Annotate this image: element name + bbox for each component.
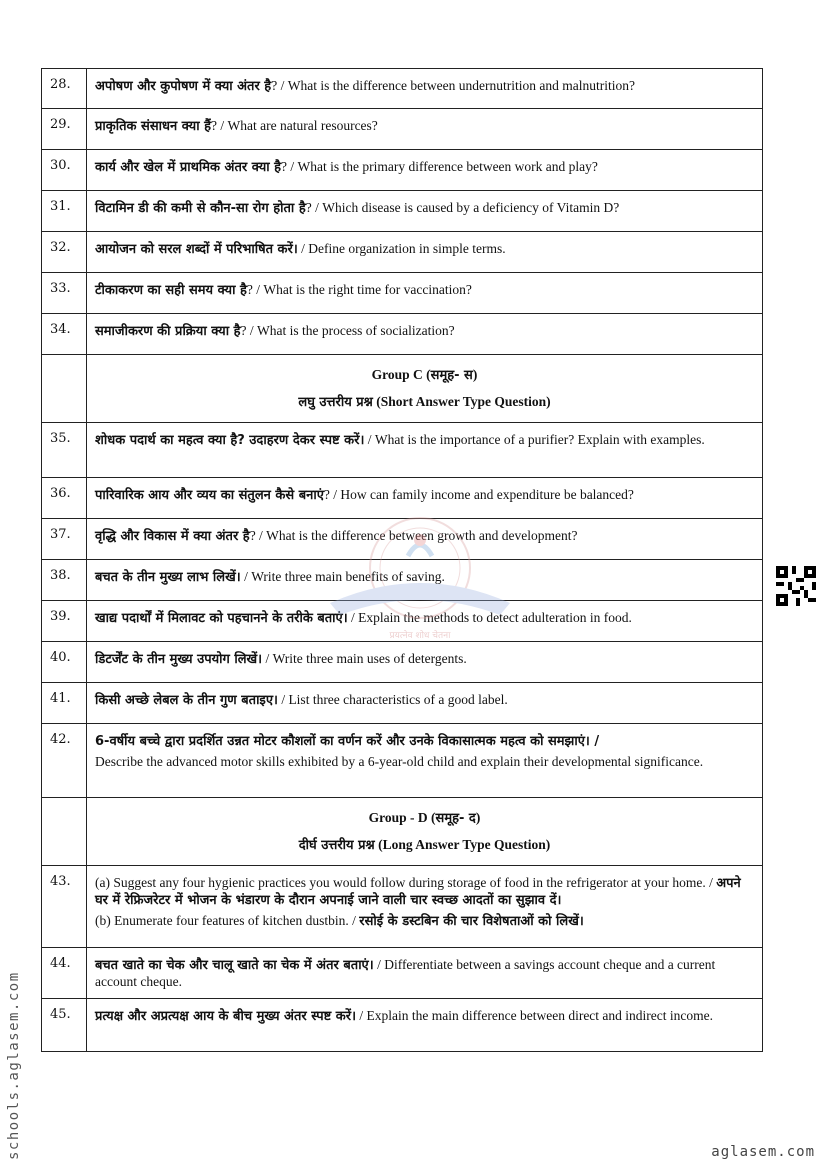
question-text-en: / What is the importance of a purifier? Explain with examples.	[364, 432, 705, 447]
question-number: 28.	[42, 69, 87, 109]
question-text-hi: किसी अच्छे लेबल के तीन गुण बताइए।	[95, 693, 278, 708]
question-number: 30.	[42, 150, 87, 191]
question-text-hi: खाद्य पदार्थों में मिलावट को पहचानने के तरीके बताएं।	[95, 611, 348, 626]
question-number: 39.	[42, 601, 87, 642]
group-title-end: )	[475, 810, 481, 825]
group-subtitle-en: (Short Answer Type Question)	[372, 394, 551, 409]
question-text-hi: पारिवारिक आय और व्यय का संतुलन कैसे बनाएं	[95, 488, 324, 503]
question-row	[42, 999, 763, 1052]
question-number: 40.	[42, 642, 87, 683]
question-text-en: ? / What are natural resources?	[211, 118, 378, 133]
part-a-en: (a) Suggest any four hygienic practices you would follow during storage of food in the refrigerator at your home. /	[95, 875, 717, 890]
group-subtitle-hi: दीर्घ उत्तरीय प्रश्न	[298, 838, 375, 853]
question-part-b	[95, 913, 754, 930]
question-number: 43.	[42, 866, 87, 948]
qr-code	[776, 566, 816, 606]
part-b-en: (b) Enumerate four features of kitchen dustbin. /	[95, 913, 360, 928]
side-watermark: schools.aglasem.com	[6, 971, 22, 1160]
group-title-end: )	[472, 367, 478, 382]
question-number: 29.	[42, 109, 87, 150]
question-number: 31.	[42, 191, 87, 232]
question-row	[42, 150, 763, 191]
question-row	[42, 724, 763, 798]
group-title-en: Group C (	[371, 367, 431, 382]
question-row	[42, 683, 763, 724]
group-title-en: Group - D (	[368, 810, 436, 825]
question-text-en: ? / What is the difference between undernutrition and malnutrition?	[271, 78, 635, 93]
question-text-en: / Explain the main difference between direct and indirect income.	[356, 1008, 714, 1023]
part-b-hi: रसोई के डस्टबिन की चार विशेषताओं को लिखें।	[359, 914, 584, 929]
group-title-hi: समूह- स	[430, 368, 473, 383]
question-text-en: / Differentiate between a savings account cheque and a current account cheque.	[95, 957, 716, 989]
question-text-en: / Write three main uses of detergents.	[262, 651, 467, 666]
question-text-hi: अपोषण और कुपोषण में क्या अंतर है	[95, 79, 272, 94]
question-text-en: ? / How can family income and expenditure be balanced?	[323, 487, 634, 502]
question-number: 41.	[42, 683, 87, 724]
question-text-en: ? / What is the process of socialization?	[240, 323, 455, 338]
question-number: 33.	[42, 273, 87, 314]
empty-cell	[42, 355, 87, 423]
question-number: 44.	[42, 948, 87, 999]
question-text-en: / Define organization in simple terms.	[297, 241, 506, 256]
question-row	[42, 273, 763, 314]
question-row	[42, 423, 763, 478]
question-text-en: ? / What is the primary difference between work and play?	[281, 159, 598, 174]
group-title	[95, 808, 754, 829]
question-row	[42, 191, 763, 232]
question-text-hi: समाजीकरण की प्रक्रिया क्या है	[95, 324, 241, 339]
question-text-hi: प्रत्यक्ष और अप्रत्यक्ष आय के बीच मुख्य अंतर स्पष्ट करें।	[95, 1009, 357, 1024]
question-text-hi: आयोजन को सरल शब्दों में परिभाषित करें।	[95, 242, 298, 257]
question-text-hi: वृद्धि और विकास में क्या अंतर है	[95, 529, 250, 544]
group-subtitle	[95, 392, 754, 413]
part-a-hi: अपने घर में रेफ्रिजरेटर में भोजन के भंडारण के दौरान अपनाई जाने वाली चार स्वच्छ आदतों का सुझाव दें।	[95, 876, 741, 908]
question-text-en: ? / What is the right time for vaccination?	[246, 282, 472, 297]
group-header-row	[42, 798, 763, 866]
group-subtitle	[95, 835, 754, 856]
question-number: 45.	[42, 999, 87, 1052]
question-text-hi: विटामिन डी की कमी से कौन-सा रोग होता है	[95, 201, 306, 216]
question-row	[42, 314, 763, 355]
question-number: 36.	[42, 478, 87, 519]
question-text-hi: बचत खाते का चेक और चालू खाते का चेक में अंतर बताएं।	[95, 958, 374, 973]
board-seal-watermark	[310, 508, 530, 648]
question-text-en: / Write three main benefits of saving.	[240, 569, 445, 584]
question-text-en: Describe the advanced motor skills exhibited by a 6-year-old child and explain their developmental significance.	[95, 754, 704, 769]
question-number: 38.	[42, 560, 87, 601]
question-number: 32.	[42, 232, 87, 273]
question-text-en: / List three characteristics of a good label.	[277, 692, 508, 707]
question-text-hi: कार्य और खेल में प्राथमिक अंतर क्या है	[95, 160, 282, 175]
question-text-hi: बचत के तीन मुख्य लाभ लिखें।	[95, 570, 241, 585]
question-text-en: / Explain the methods to detect adulteration in food.	[347, 610, 632, 625]
question-text-hi: प्राकृतिक संसाधन क्या हैं	[95, 119, 212, 134]
question-number: 35.	[42, 423, 87, 478]
question-row	[42, 109, 763, 150]
question-row	[42, 232, 763, 273]
empty-cell	[42, 798, 87, 866]
footer-brand: aglasem.com	[711, 1144, 815, 1160]
question-text-hi: टीकाकरण का सही समय क्या है	[95, 283, 247, 298]
group-title	[95, 365, 754, 386]
group-header-row	[42, 355, 763, 423]
group-subtitle-en: (Long Answer Type Question)	[374, 837, 551, 852]
question-text-en: ? / What is the difference between growth and development?	[249, 528, 578, 543]
question-text-hi: 6-वर्षीय बच्चे द्वारा प्रदर्शित उन्नत मोटर कौशलों का वर्णन करें और उनके विकासात्मक महत्व को समझाएं। /	[95, 734, 600, 749]
question-text-hi: शोधक पदार्थ का महत्व क्या है? उदाहरण देकर स्पष्ट करें।	[95, 433, 365, 448]
question-number: 34.	[42, 314, 87, 355]
question-text-hi: डिटर्जेंट के तीन मुख्य उपयोग लिखें।	[95, 652, 263, 667]
question-row	[42, 866, 763, 948]
question-text-en: ? / Which disease is caused by a deficiency of Vitamin D?	[305, 200, 620, 215]
group-subtitle-hi: लघु उत्तरीय प्रश्न	[298, 395, 373, 410]
question-number: 37.	[42, 519, 87, 560]
group-title-hi: समूह- द	[435, 811, 476, 826]
question-part-a	[95, 875, 754, 909]
question-number: 42.	[42, 724, 87, 798]
question-row	[42, 948, 763, 999]
seal-motto: प्रयत्नेव शोध चेतना	[389, 631, 451, 641]
question-row	[42, 69, 763, 109]
